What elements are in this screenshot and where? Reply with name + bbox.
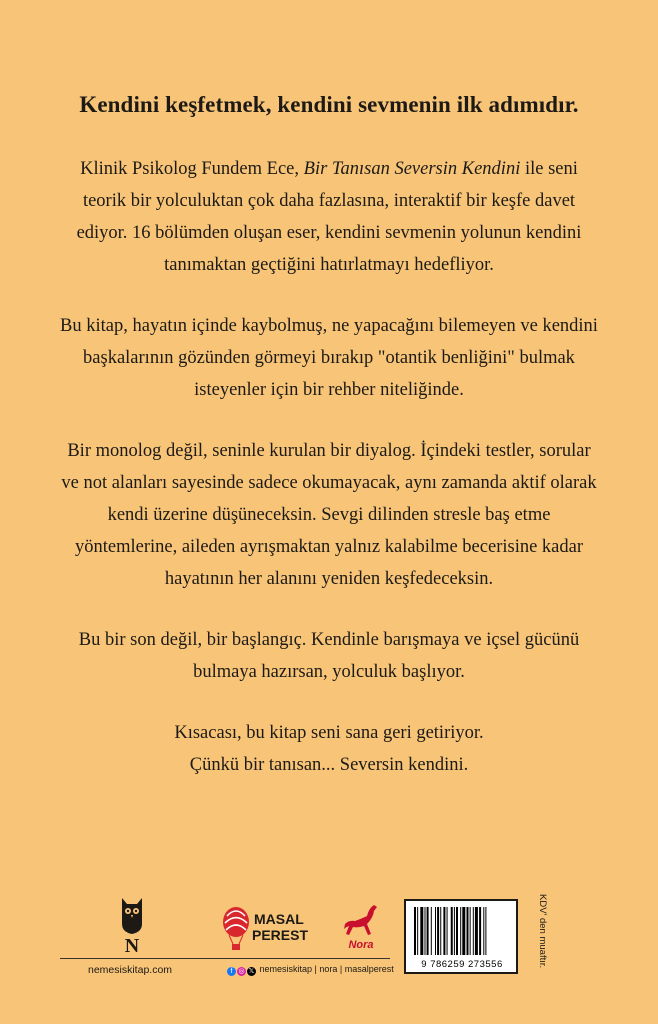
social-text: nemesiskitap | nora | masalperest — [259, 964, 394, 974]
barcode-bar — [414, 907, 416, 955]
barcode-bar — [467, 907, 469, 955]
barcode-bar — [483, 907, 484, 955]
nora-word: Nora — [348, 939, 374, 951]
barcode-bar — [460, 907, 461, 955]
tax-note: KDV' den muaftır. — [537, 894, 548, 969]
greyhound-dog-icon — [344, 905, 377, 935]
barcode-bar — [470, 907, 471, 955]
barcode-bars — [414, 907, 512, 955]
barcode-bar — [473, 907, 474, 955]
isbn-number: 9 786259 273556 — [421, 959, 503, 970]
barcode-bar — [427, 907, 429, 955]
barcode-bar — [456, 907, 458, 955]
barcode-bar — [479, 907, 481, 955]
intro-text: Klinik Psikolog Fundem Ece, — [80, 159, 304, 179]
isbn-barcode — [404, 899, 518, 974]
barcode-bar — [437, 907, 439, 955]
facebook-icon: f — [227, 967, 236, 976]
book-title: Bir Tanısan Seversin Kendini — [303, 159, 521, 179]
barcode-bar — [485, 907, 486, 955]
footer — [0, 880, 658, 1024]
nemesis-letter: N — [124, 935, 140, 954]
closing-line-2: Çünkü bir tanısan... Seversin kendini. — [189, 755, 469, 775]
x-icon: 𝕏 — [248, 968, 255, 975]
closing-line-1: Kısacası, bu kitap seni sana geri getiriyor. — [174, 723, 484, 743]
masal-perest-logo — [222, 904, 312, 954]
paragraph-dialogue: Bir monolog değil, seninle kurulan bir diyalog. İçindeki testler, sorular ve not alanları sayesinde sadece okumayacak, aynı zamanda aktif olarak kendi üzerine düşüneceksin. Sevgi dilinden stresle baş etme yöntemlerine, aileden ayrışmaktan yalnız kalabilme becerisine kadar hayatının her alanını yeniden keşfedeceksin. — [61, 441, 597, 589]
hot-air-balloon-icon — [223, 907, 249, 950]
paragraph-beginning: Bu bir son değil, bir başlangıç. Kendinle barışmaya ve içsel gücünü bulmaya hazırsan, yolculuk başlıyor. — [78, 630, 580, 682]
barcode-bar — [462, 907, 465, 955]
barcode-bar — [431, 907, 432, 955]
website-link[interactable]: nemesiskitap.com — [88, 964, 173, 976]
barcode-bar — [447, 907, 448, 955]
headline: Kendini keşfetmek, kendini sevmenin ilk adımıdır. — [79, 92, 579, 117]
social-handles — [227, 964, 394, 976]
paragraph-audience: Bu kitap, hayatın içinde kaybolmuş, ne yapacağını bilemeyen ve kendini başkalarının gözünden görmeyi bırakıp "otantik benliğini" bulmak isteyenler için bir rehber niteliğinde. — [60, 316, 598, 400]
barcode-bar — [425, 907, 426, 955]
paragraph-intro — [60, 153, 598, 281]
barcode-bar — [417, 907, 418, 955]
masal-word: MASAL — [254, 911, 304, 927]
footer-divider — [60, 958, 390, 959]
instagram-icon: ◎ — [238, 968, 245, 975]
barcode-bar — [454, 907, 455, 955]
intro-text-cont: ile seni teorik bir yolculuktan çok daha fazlasına, interaktif bir keşfe davet ediyor. 16 bölümden oluşan eser, kendini sevmenin yolunun kendini tanımaktan geçtiğini hatırlatmayı hedefliyor. — [76, 159, 582, 275]
barcode-bar — [443, 907, 445, 955]
back-cover-text — [60, 153, 598, 810]
barcode-bar — [475, 907, 478, 955]
barcode-bar — [420, 907, 423, 955]
barcode-bar — [451, 907, 453, 955]
barcode-bar — [435, 907, 436, 955]
paragraph-closing — [60, 717, 598, 781]
nora-logo — [341, 894, 381, 952]
perest-word: PEREST — [252, 927, 309, 943]
owl-logo-icon — [116, 894, 148, 954]
barcode-bar — [440, 907, 441, 955]
